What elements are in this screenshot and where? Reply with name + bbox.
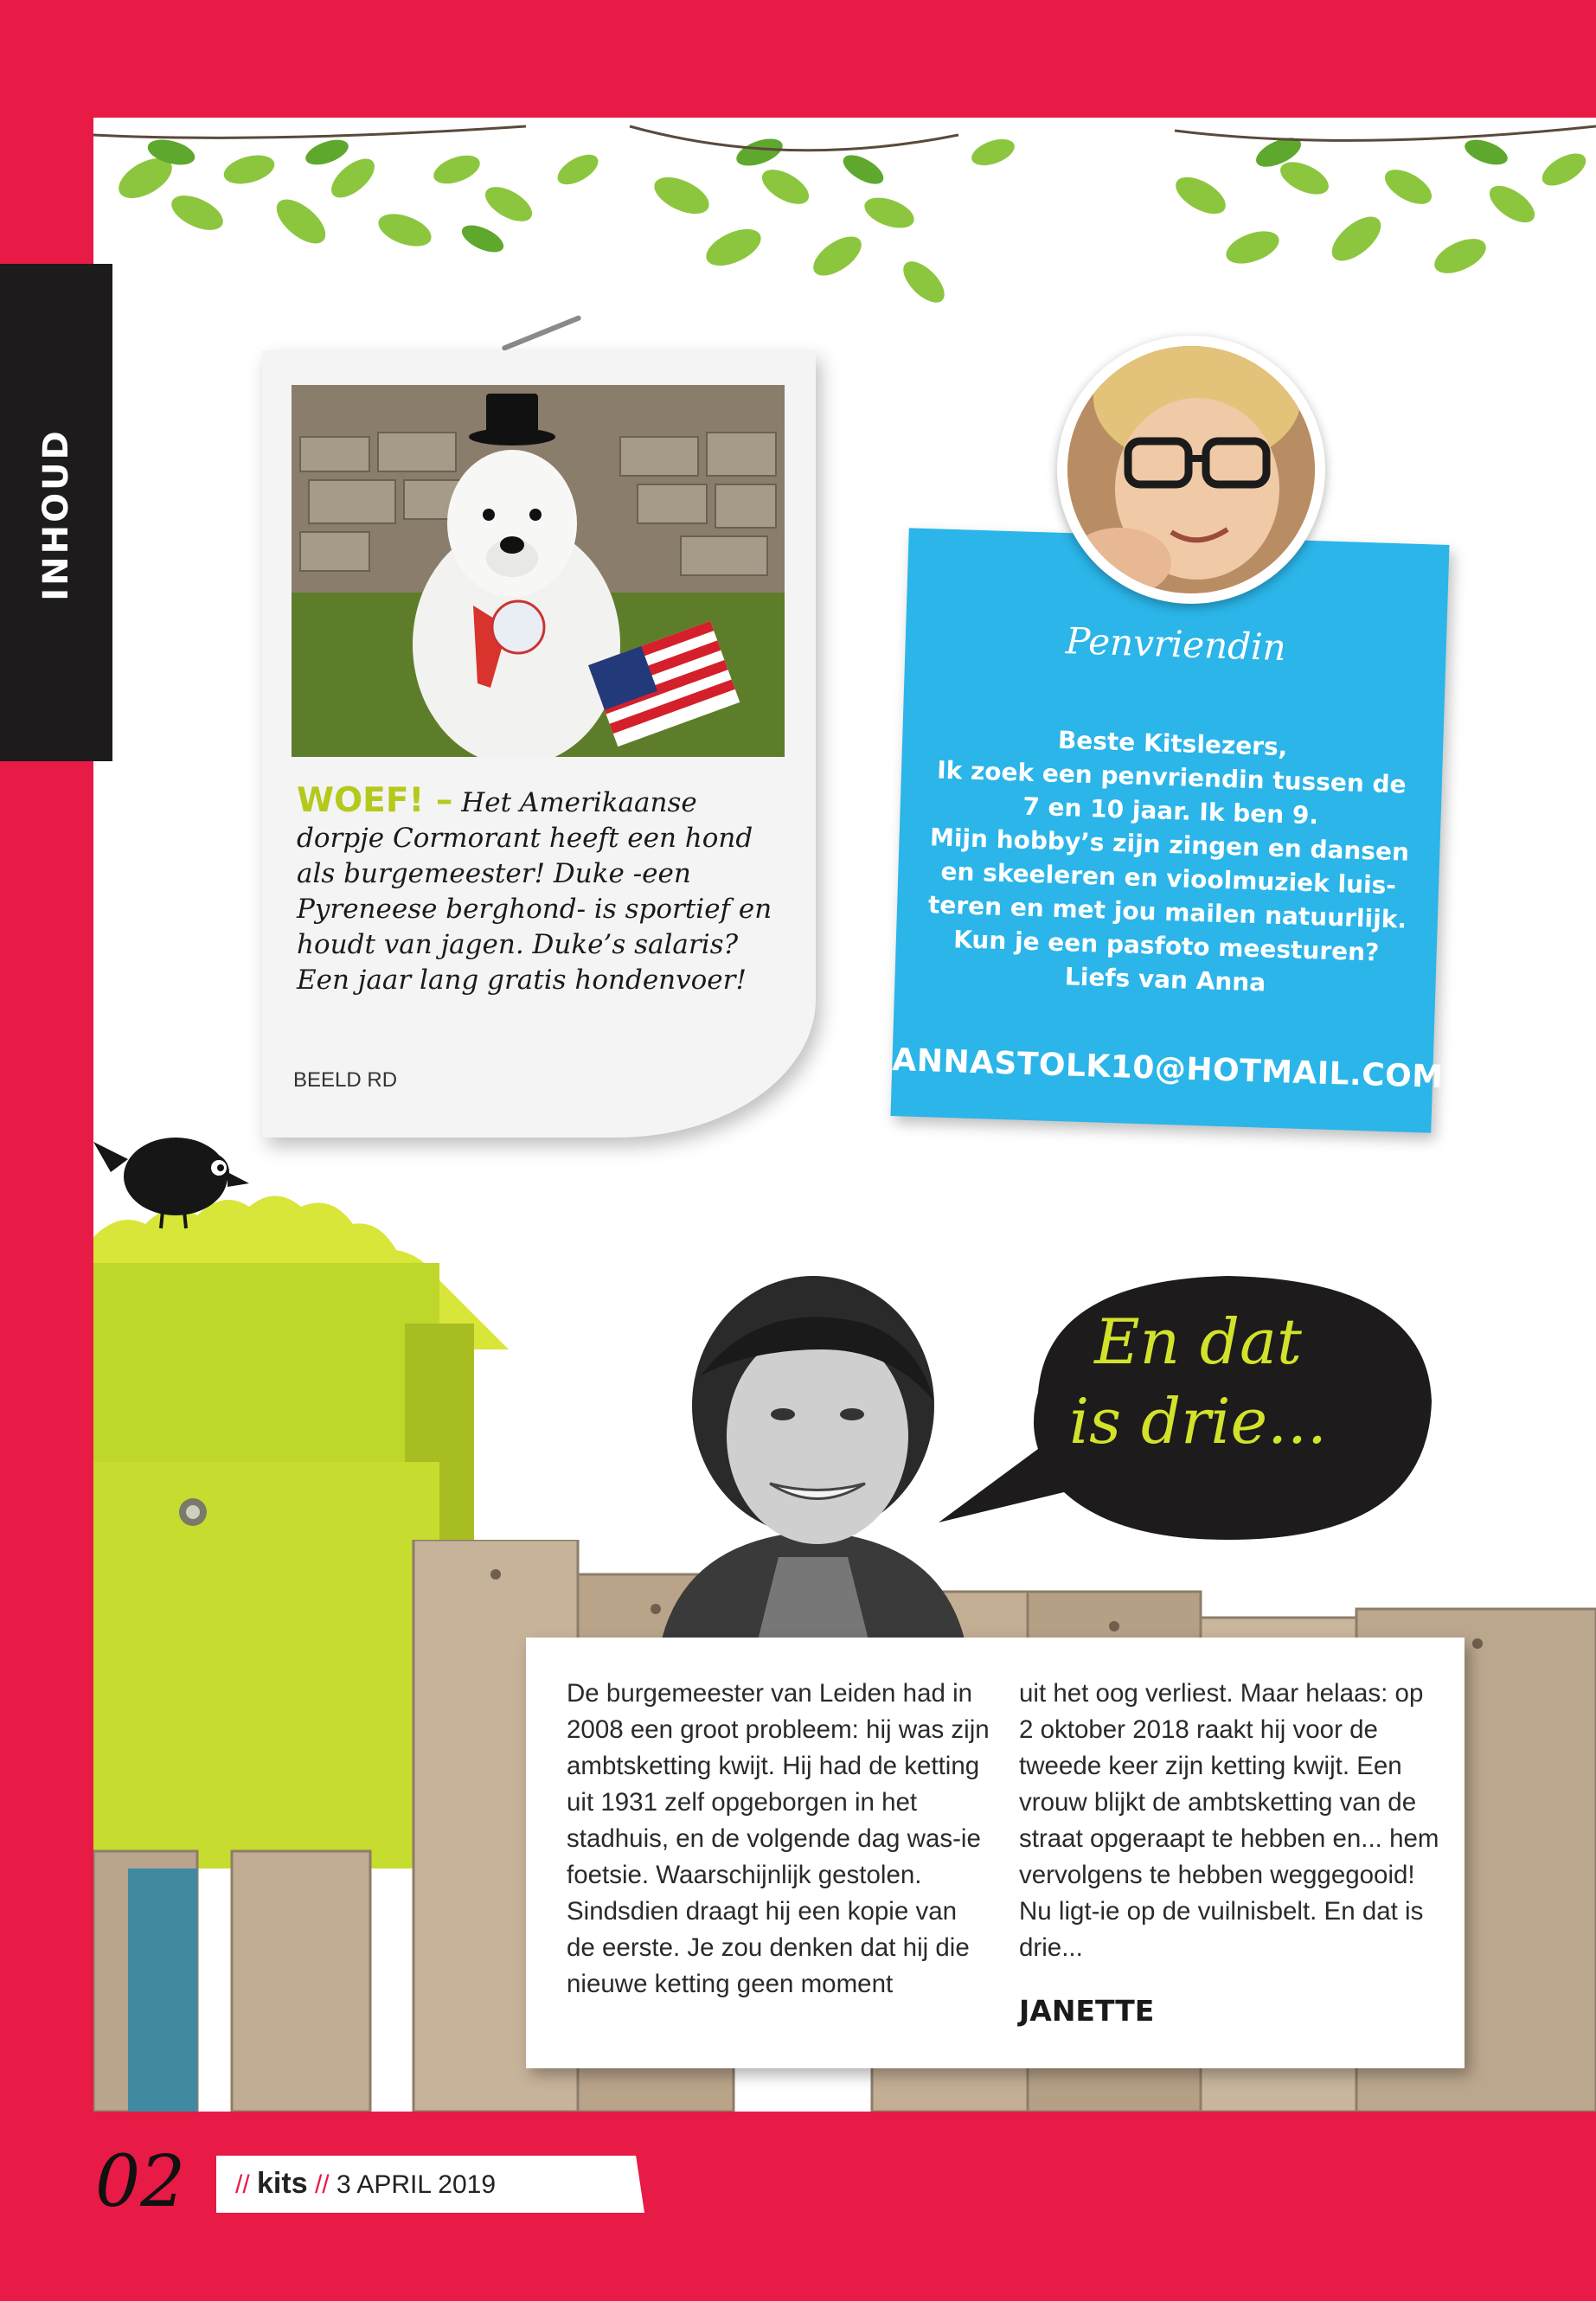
- speech-bubble-line: En dat: [1094, 1305, 1302, 1378]
- penpal-line: Liefs van Anna: [1064, 962, 1266, 997]
- article-author: JANETTE: [1019, 1994, 1155, 2028]
- penpal-line: Beste Kitslezers,: [1057, 725, 1288, 762]
- dog-photo: [292, 385, 785, 757]
- footer-brand: kits: [257, 2167, 308, 2200]
- penpal-line: Ik zoek een penvriendin tussen de: [936, 755, 1407, 799]
- penpal-line: 7 en 10 jaar. Ik ben 9.: [1022, 792, 1319, 830]
- penpal-message: [912, 719, 1426, 1004]
- penpal-line: Kun je een pasfoto meesturen?: [952, 925, 1380, 967]
- footer-separator: //: [314, 2170, 330, 2199]
- penpal-title: Penvriendin: [1065, 619, 1287, 670]
- footer-separator: //: [235, 2170, 250, 2199]
- penpal-email[interactable]: ANNASTOLK10@HOTMAIL.COM: [891, 1042, 1445, 1096]
- avatar: [1057, 336, 1325, 604]
- dog-story-lead: WOEF! –: [297, 781, 453, 820]
- penpal-line: Mijn hobby’s zijn zingen en dansen: [929, 823, 1410, 867]
- page-number: 02: [95, 2141, 186, 2223]
- photo-credit: BEELD RD: [293, 1068, 398, 1092]
- column-article: [526, 1638, 1465, 2068]
- penpal-line: en skeeleren en vioolmuziek luis-: [940, 856, 1397, 901]
- penpal-card: [890, 528, 1449, 1132]
- speech-bubble-text: [1008, 1302, 1388, 1461]
- section-tab-label: INHOUD: [36, 428, 76, 601]
- footer-masthead: [235, 2167, 496, 2201]
- penpal-line: teren en met jou mailen natuurlijk.: [927, 890, 1407, 934]
- dog-story-text: [297, 783, 790, 998]
- article-column-1: De burgemeester van Leiden had in 2008 een groot probleem: hij was zijn ambtsketting kwijt. Hij had de ketting uit 1931 zelf opgeborgen in het stadhuis, en de volgende dag was-ie foetsie. Waarschijnlijk gestolen. Sindsdien draagt hij een kopie van de eerste. Je zou denken dat hij die nieuwe ketting geen moment: [567, 1679, 990, 1998]
- dog-story-card: [262, 350, 816, 1138]
- speech-bubble-line: is drie...: [1069, 1385, 1327, 1458]
- footer-date: 3 APRIL 2019: [336, 2170, 496, 2199]
- article-column-2: uit het oog verliest. Maar helaas: op 2 oktober 2018 raakt hij voor de tweede keer zijn ketting kwijt. Een vrouw blijkt de ambtsketting van de straat opgeraapt te hebben en... hem vervolgens te hebben weggegooid! Nu ligt-ie op de vuilnisbelt. En dat is drie...: [1019, 1679, 1439, 1962]
- section-tab: [0, 264, 112, 761]
- dog-story-body: Het Amerikaanse dorpje Cormorant heeft een hond als burgemeester! Duke -een Pyreneese berghond- is sportief en houdt van jagen. Duke’s salaris? Een jaar lang gratis hondenvoer!: [297, 787, 772, 996]
- leaves-decoration: [93, 118, 1596, 343]
